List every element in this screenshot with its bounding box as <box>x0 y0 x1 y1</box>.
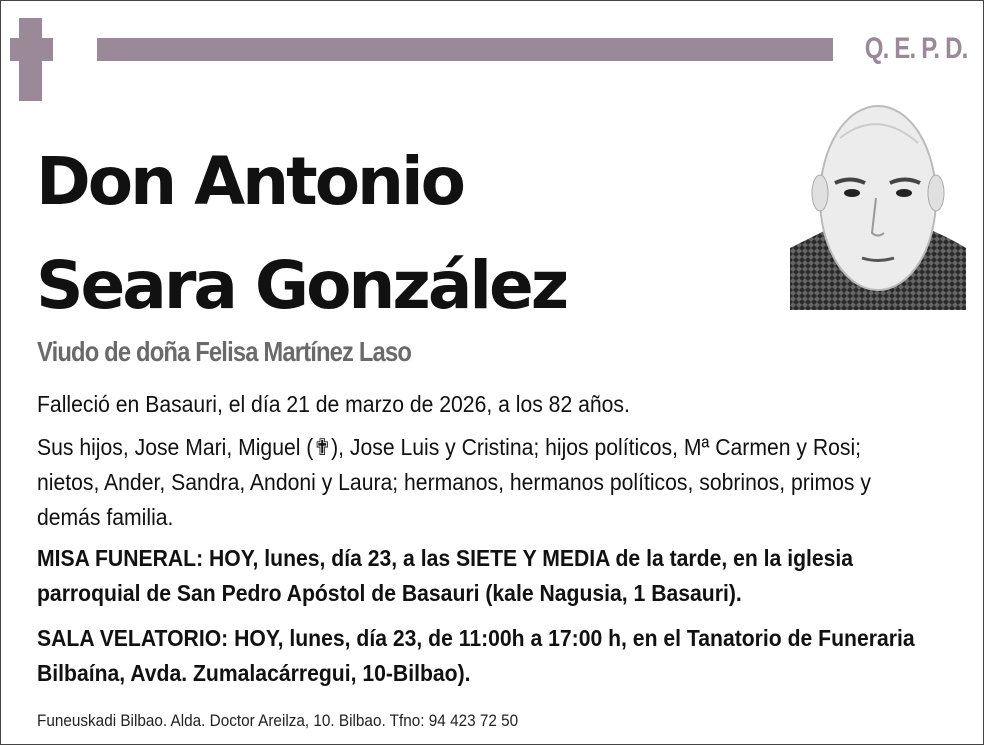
deceased-name <box>36 130 566 338</box>
cross-horizontal <box>10 38 53 61</box>
name-line-2: Seara González <box>36 247 567 324</box>
header-bar <box>97 38 833 61</box>
qepd-label: Q. E. P. D. <box>864 32 967 65</box>
family-text-start: Sus hijos, Jose Mari, Miguel ( <box>37 434 314 460</box>
deceased-cross-icon: ✟ <box>313 434 332 460</box>
family-paragraph <box>37 430 920 535</box>
death-announcement: Falleció en Basauri, el día 21 de marzo de 2026, a los 82 años. <box>37 391 630 417</box>
funeral-home-footer: Funeuskadi Bilbao. Alda. Doctor Areilza, 10. Bilbao. Tfno: 94 423 72 50 <box>37 711 519 730</box>
wake-room-info: SALA VELATORIO: HOY, lunes, día 23, de 11:00h a 17:00 h, en el Tanatorio de Funeraria Bilbaína, Avda. Zumalacárregui, 10-Bilbao). <box>37 625 915 686</box>
name-line-1: Don Antonio <box>36 143 464 220</box>
family-text-rest: ), Jose Luis y Cristina; hijos políticos, Mª Carmen y Rosi; nietos, Ander, Sandra, Andoni y Laura; hermanos, hermanos políticos, sobrinos, primos y demás familia. <box>37 434 871 530</box>
portrait-photo <box>790 98 966 310</box>
funeral-mass-info: MISA FUNERAL: HOY, lunes, día 23, a las SIETE Y MEDIA de la tarde, en la iglesia parroquial de San Pedro Apóstol de Basauri (kale Nagusia, 1 Basauri). <box>37 545 854 606</box>
widowed-subtitle: Viudo de doña Felisa Martínez Laso <box>37 336 412 367</box>
